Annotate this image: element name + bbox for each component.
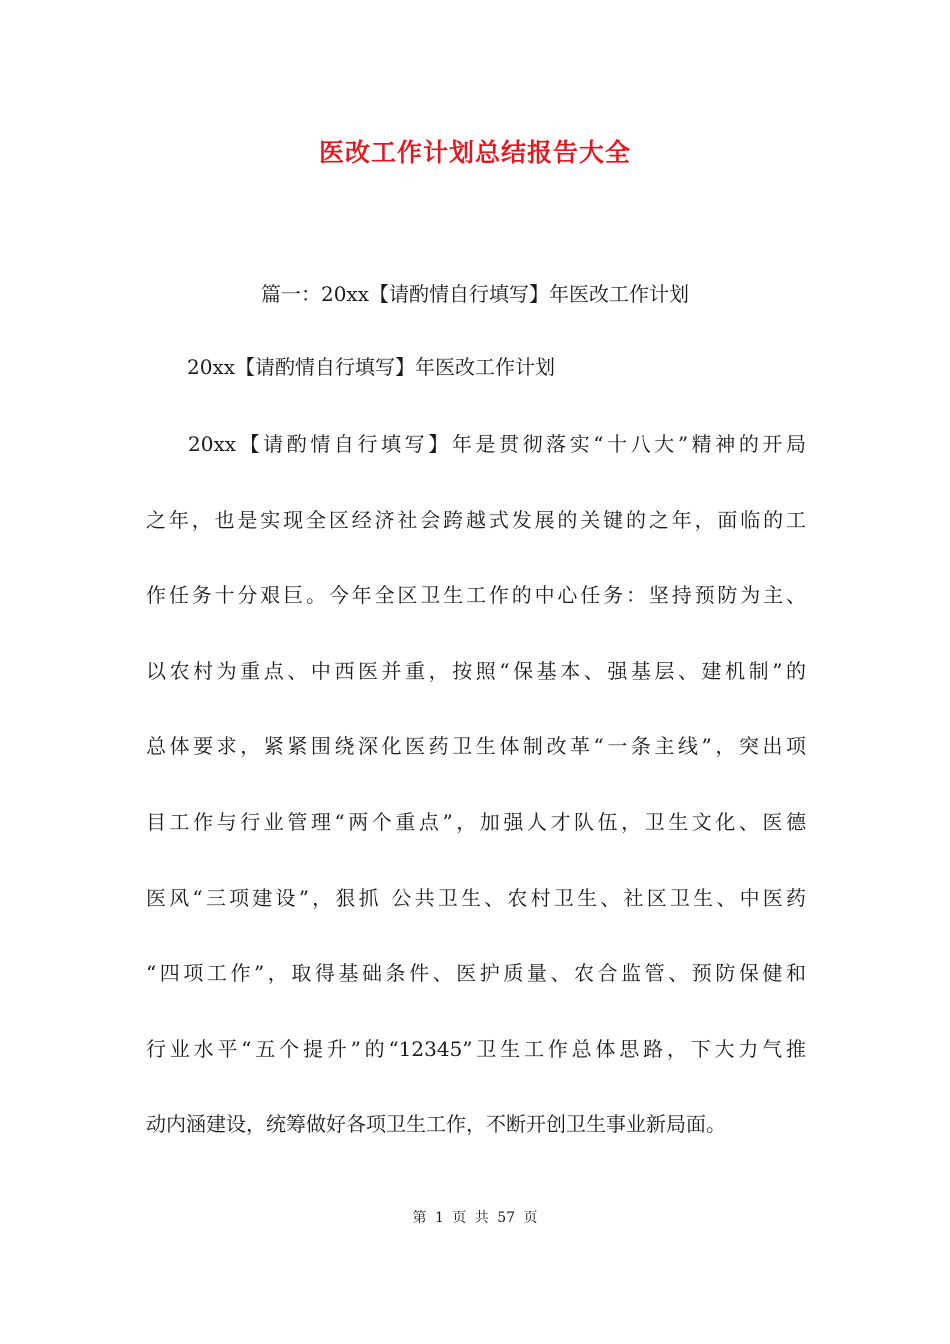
body-line: 动内涵建设，统筹做好各项卫生工作，不断开创卫生事业新局面。: [146, 1112, 726, 1137]
page-number-footer: 第 1 页 共 57 页: [412, 1210, 538, 1226]
section-heading: 篇一：20xx【请酌情自行填写】年医改工作计划: [260, 282, 689, 306]
body-line: 以农村为重点、中西医并重，按照“保基本、强基层、建机制”的: [146, 658, 806, 683]
body-line: 行业水平“五个提升”的“12345”卫生工作总体思路，下大力气推: [146, 1036, 806, 1061]
body-line: 目工作与行业管理“两个重点”，加强人才队伍，卫生文化、医德: [146, 809, 806, 834]
body-line: 医风“三项建设”，狠抓 公共卫生、农村卫生、社区卫生、中医药: [146, 885, 806, 910]
body-line: 之年，也是实现全区经济社会跨越式发展的关键的之年，面临的工: [146, 507, 806, 532]
body-line: 20xx【请酌情自行填写】年是贯彻落实“十八大”精神的开局: [188, 432, 806, 456]
body-line: “四项工作”，取得基础条件、医护质量、农合监管、预防保健和: [146, 961, 806, 986]
body-line: 作任务十分艰巨。今年全区卫生工作的中心任务：坚持预防为主、: [146, 583, 806, 608]
plan-subheading: 20xx【请酌情自行填写】年医改工作计划: [187, 355, 556, 379]
document-title: 医改工作计划总结报告大全: [318, 138, 631, 167]
body-paragraph: [146, 428, 806, 1184]
body-line: 总体要求，紧紧围绕深化医药卫生体制改革“一条主线”，突出项: [146, 734, 806, 759]
